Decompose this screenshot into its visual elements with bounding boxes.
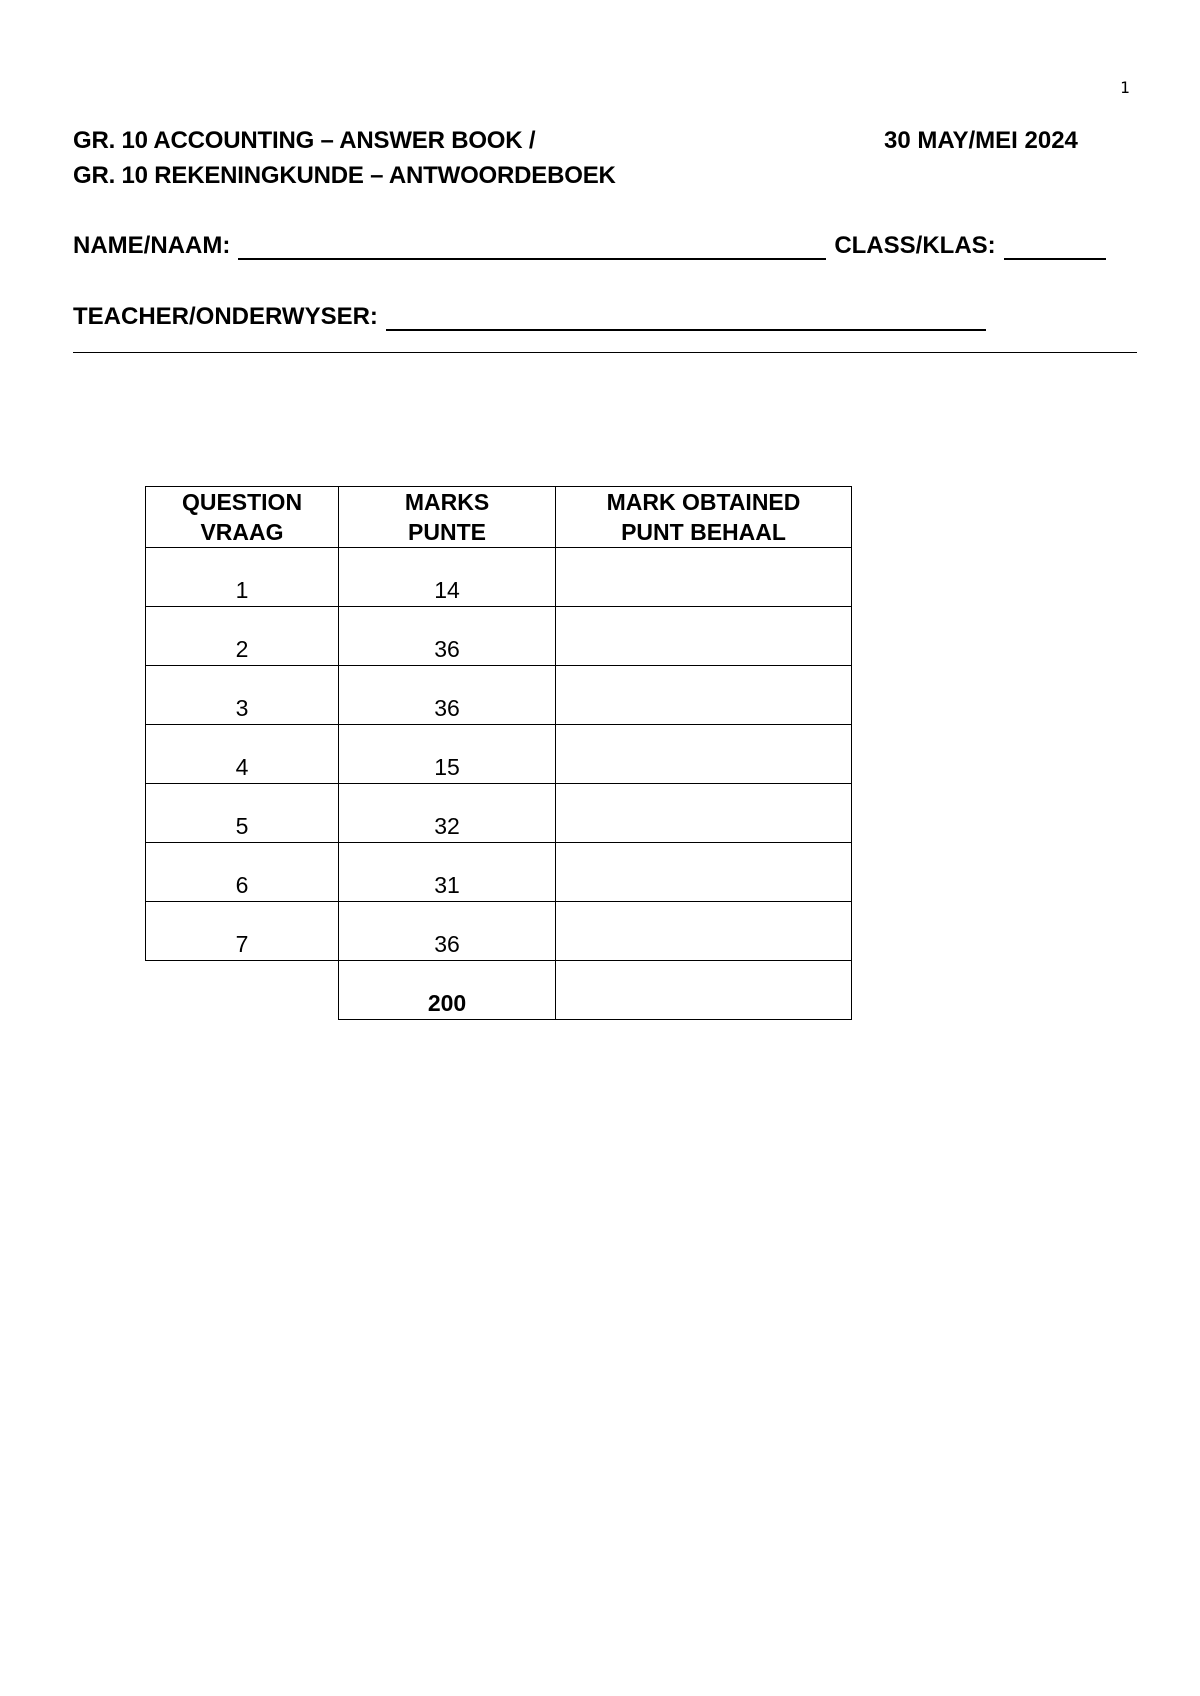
question-marks: 36 [339, 666, 556, 725]
teacher-field[interactable] [386, 307, 986, 331]
mark-obtained-cell[interactable] [556, 548, 852, 607]
header-marks [339, 487, 556, 548]
table-row [146, 725, 852, 784]
question-marks: 32 [339, 784, 556, 843]
teacher-row [73, 303, 986, 331]
name-field[interactable] [238, 236, 826, 260]
question-number: 7 [146, 902, 339, 961]
question-marks: 31 [339, 843, 556, 902]
table-row [146, 843, 852, 902]
question-number: 2 [146, 607, 339, 666]
header-marks-af: PUNTE [408, 519, 486, 545]
class-label: CLASS/KLAS: [834, 232, 996, 259]
total-obtained-cell[interactable] [556, 961, 852, 1020]
question-number: 6 [146, 843, 339, 902]
question-number: 4 [146, 725, 339, 784]
paper-title-afrikaans: GR. 10 REKENINGKUNDE – ANTWOORDEBOEK [73, 162, 616, 189]
total-blank-cell [146, 961, 339, 1020]
total-marks: 200 [339, 961, 556, 1020]
header-obtained-en: MARK OBTAINED [606, 489, 801, 515]
question-marks: 36 [339, 902, 556, 961]
header-marks-en: MARKS [404, 489, 490, 515]
name-class-row [73, 232, 1135, 260]
question-marks: 14 [339, 548, 556, 607]
question-marks: 36 [339, 607, 556, 666]
question-number: 1 [146, 548, 339, 607]
mark-obtained-cell[interactable] [556, 784, 852, 843]
table-row [146, 902, 852, 961]
table-row [146, 666, 852, 725]
mark-obtained-cell[interactable] [556, 843, 852, 902]
table-header-row [146, 487, 852, 548]
question-number: 3 [146, 666, 339, 725]
table-row [146, 607, 852, 666]
class-field[interactable] [1004, 236, 1106, 260]
mark-obtained-cell[interactable] [556, 666, 852, 725]
header-question [146, 487, 339, 548]
table-row [146, 548, 852, 607]
header-divider [73, 352, 1137, 353]
header-obtained-af: PUNT BEHAAL [621, 519, 786, 545]
mark-obtained-cell[interactable] [556, 902, 852, 961]
name-label: NAME/NAAM: [73, 232, 231, 259]
page-number: 1 [1120, 78, 1130, 97]
mark-obtained-cell[interactable] [556, 607, 852, 666]
marks-table [145, 486, 852, 1020]
mark-obtained-cell[interactable] [556, 725, 852, 784]
exam-date: 30 MAY/MEI 2024 [884, 127, 1078, 154]
header-question-en: QUESTION [181, 489, 303, 515]
question-number: 5 [146, 784, 339, 843]
table-row [146, 784, 852, 843]
question-marks: 15 [339, 725, 556, 784]
header-mark-obtained [556, 487, 852, 548]
paper-title-english: GR. 10 ACCOUNTING – ANSWER BOOK / [73, 127, 536, 154]
table-total-row [146, 961, 852, 1020]
teacher-label: TEACHER/ONDERWYSER: [73, 303, 378, 330]
header-question-af: VRAAG [200, 519, 284, 545]
